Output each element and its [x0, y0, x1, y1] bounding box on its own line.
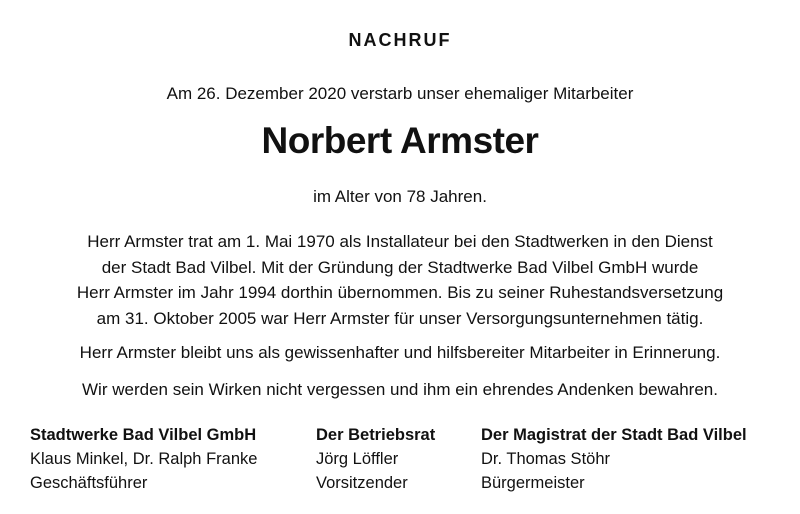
intro-text: Am 26. Dezember 2020 verstarb unser ehemaliger Mitarbeiter: [166, 84, 634, 103]
signature-role: Vorsitzender: [316, 474, 408, 492]
signature-names: Klaus Minkel, Dr. Ralph Franke: [30, 450, 258, 468]
signature-stadtwerke: [30, 423, 257, 495]
signature-org: Der Magistrat der Stadt Bad Vilbel: [481, 426, 747, 444]
notice-heading: NACHRUF: [348, 30, 452, 50]
age-text: im Alter von 78 Jahren.: [313, 187, 487, 206]
signature-role: Geschäftsführer: [30, 474, 148, 492]
closing-text: Wir werden sein Wirken nicht vergessen und ihm ein ehrendes Andenken bewahren.: [82, 380, 718, 399]
signature-org: Der Betriebsrat: [316, 426, 436, 444]
memory-text: Herr Armster bleibt uns als gewissenhafter und hilfsbereiter Mitarbeiter in Erinnerung.: [79, 343, 721, 362]
deceased-name: Norbert Armster: [261, 120, 539, 161]
career-line: am 31. Oktober 2005 war Herr Armster für unser Versorgungsunternehmen tätig.: [96, 308, 704, 328]
signature-org: Stadtwerke Bad Vilbel GmbH: [30, 426, 257, 444]
signature-magistrat: [481, 423, 747, 495]
signature-role: Bürgermeister: [481, 474, 585, 492]
career-line: Herr Armster trat am 1. Mai 1970 als Installateur bei den Stadtwerken in den Dienst: [87, 232, 713, 251]
signature-betriebsrat: [316, 423, 435, 495]
career-line: Herr Armster im Jahr 1994 dorthin übernommen. Bis zu seiner Ruhestandsversetzung: [76, 283, 724, 302]
signature-names: Dr. Thomas Stöhr: [481, 450, 610, 468]
signature-names: Jörg Löffler: [316, 450, 399, 468]
career-paragraph: [0, 229, 800, 331]
career-line: der Stadt Bad Vilbel. Mit der Gründung der Stadtwerke Bad Vilbel GmbH wurde: [101, 257, 699, 277]
